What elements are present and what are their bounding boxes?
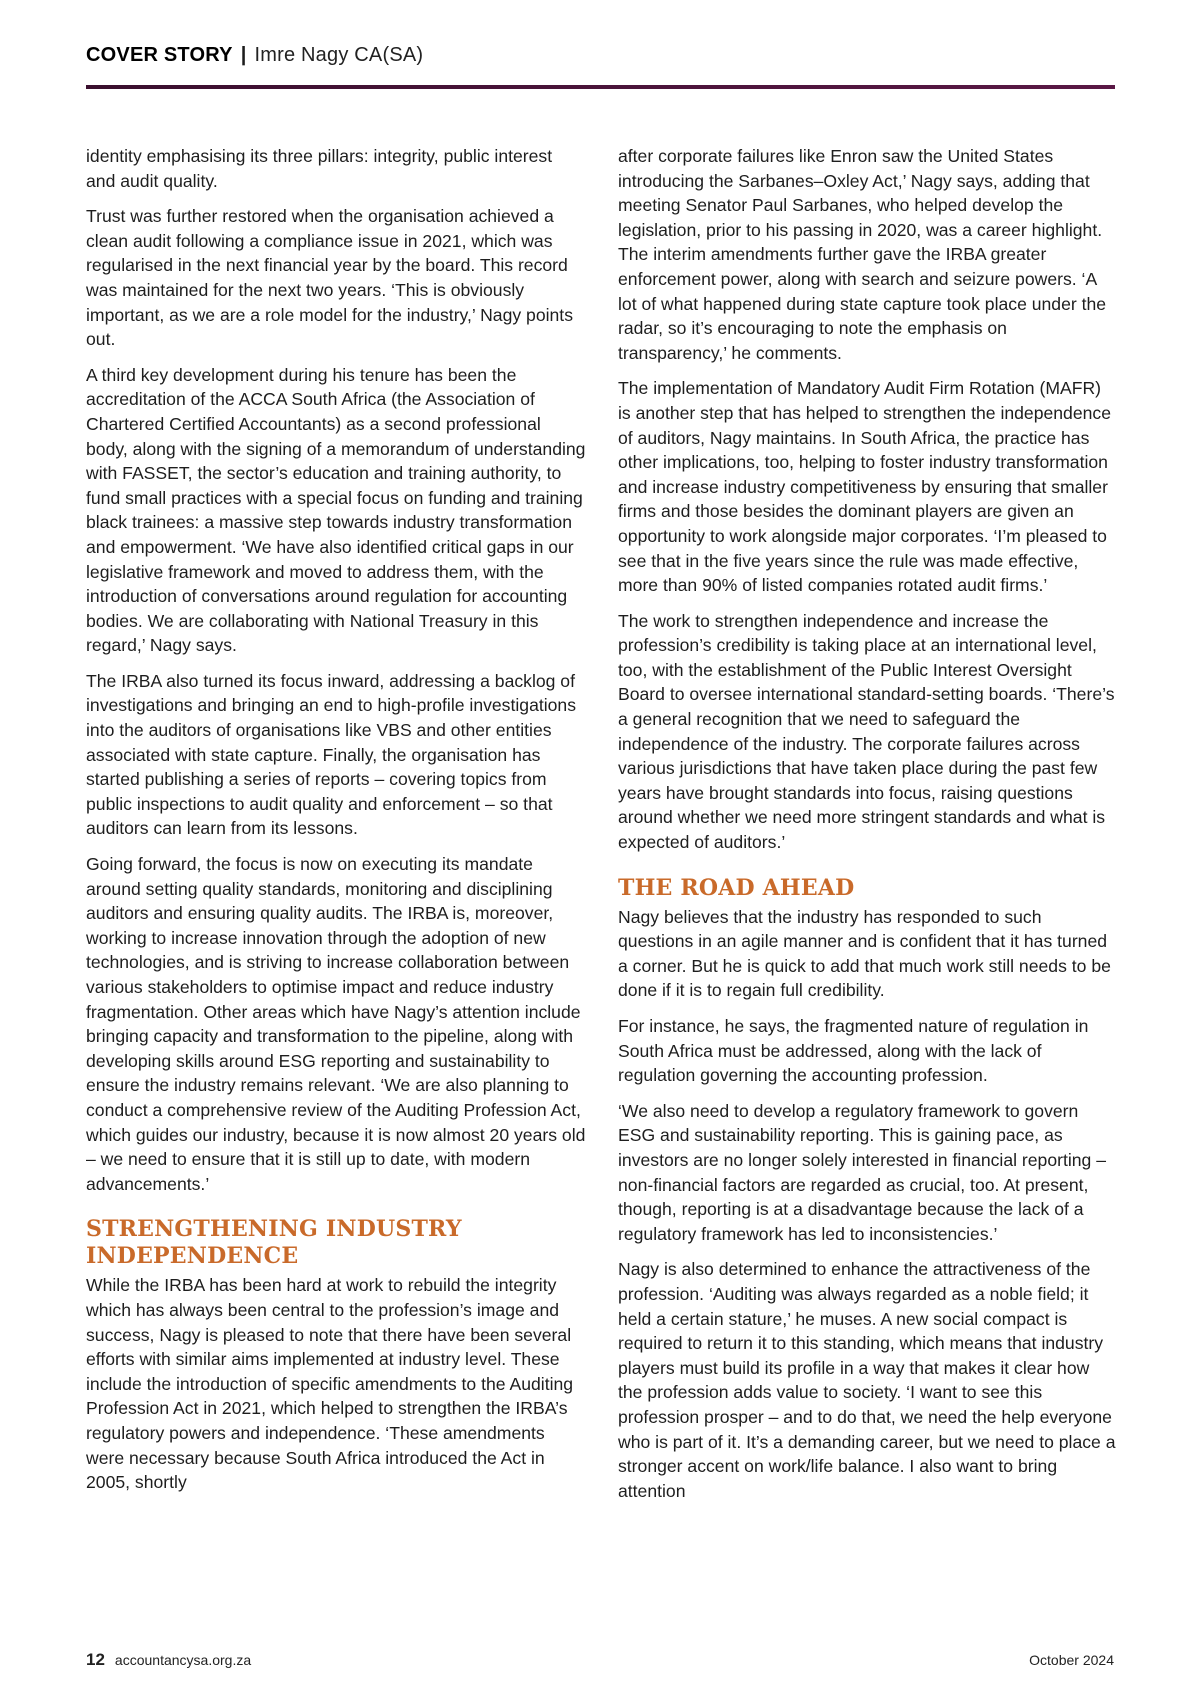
paragraph: While the IRBA has been hard at work to rebuild the integrity which has always been central to the profession’s image and success, Nagy is pleased to note that there have been several efforts with similar aims implemented at industry level. These include the introduction of specific amendments to the Auditing Profession Act in 2021, which helped to strengthen the IRBA’s regulatory powers and independence. ‘These amendments were necessary because South Africa introduced the Act in 2005, shortly: [86, 1275, 574, 1493]
left-column: [86, 144, 586, 1506]
running-header: [86, 44, 423, 67]
paragraph: Trust was further restored when the organisation achieved a clean audit following a compliance issue in 2021, which was regularised in the next financial year by the board. This record was maintained for the next two years. ‘This is obviously important, as we are a role model for the industry,’ Nagy points out.: [86, 206, 573, 350]
paragraph: A third key development during his tenure has been the accreditation of the ACCA South Africa (the Association of Chartered Certified Accountants) as a second professional body, along with the signing of a memorandum of understanding with FASSET, the sector’s education and training authority, to fund small practices with a special focus on funding and training black trainees: a massive step towards industry transformation and empowerment. ‘We have also identified critical gaps in our legislative framework and moved to address them, with the introduction of conversations around regulation for accounting bodies. We are collaborating with National Treasury in this regard,’ Nagy says.: [86, 364, 586, 656]
section-heading: THE ROAD AHEAD: [618, 874, 855, 901]
right-column: [618, 144, 1118, 1514]
footer-website: accountancysa.org.za: [114, 1652, 252, 1668]
paragraph: The implementation of Mandatory Audit Firm Rotation (MAFR) is another step that has helped to strengthen the independence of auditors, Nagy maintains. In South Africa, the practice has other implications, too, helping to foster industry transformation and increase industry competitiveness by ensuring that smaller firms and those besides the dominant players are given an opportunity to work alongside major corporates. ‘I’m pleased to see that in the five years since the rule was made effective, more than 90% of listed companies rotated audit firms.’: [618, 378, 1111, 596]
paragraph: For instance, he says, the fragmented nature of regulation in South Africa must be addressed, along with the lack of regulation governing the accounting profession.: [618, 1016, 1089, 1086]
footer-left: [86, 1650, 251, 1670]
paragraph: ‘We also need to develop a regulatory framework to govern ESG and sustainability reporting. This is gaining pace, as investors are no longer solely interested in financial reporting – non-financial factors are regarded as crucial, too. At present, though, reporting is at a disadvantage because the lack of a regulatory framework has led to inconsistencies.’: [618, 1100, 1107, 1244]
section-heading: STRENGTHENING INDUSTRY INDEPENDENCE: [86, 1216, 462, 1270]
page-number: 12: [86, 1650, 105, 1669]
paragraph: Nagy is also determined to enhance the attractiveness of the profession. ‘Auditing was always regarded as a noble field; it held a certain stature,’ he muses. A new social compact is required to return it to this standing, which means that industry players must build its profile in a way that makes it clear how the profession adds value to society. ‘I want to see this profession prosper – and to do that, we need the help everyone who is part of it. It’s a demanding career, but we need to place a stronger accent on work/life balance. I also want to bring attention: [618, 1259, 1116, 1501]
paragraph: The work to strengthen independence and increase the profession’s credibility is taking place at an international level, too, with the establishment of the Public Interest Oversight Board to oversee international standard-setting boards. ‘There’s a general recognition that we need to safeguard the independence of the industry. The corporate failures across various jurisdictions that have taken place during the past few years have brought standards into focus, raising questions around whether we need more stringent standards and what is expected of auditors.’: [618, 610, 1115, 853]
paragraph: identity emphasising its three pillars: integrity, public interest and audit quality.: [86, 146, 553, 191]
paragraph: The IRBA also turned its focus inward, addressing a backlog of investigations and bringing an end to high-profile investigations into the auditors of organisations like VBS and other entities associated with state capture. Finally, the organisation has started publishing a series of reports – covering topics from public inspections to audit quality and enforcement – so that auditors can learn from its lessons.: [86, 670, 577, 839]
paragraph: Nagy believes that the industry has responded to such questions in an agile manner and is confident that it has turned a corner. But he is quick to add that much work still needs to be done if it is to regain full credibility.: [618, 906, 1111, 1001]
header-rule: [86, 85, 1115, 89]
header-separator: |: [240, 44, 247, 66]
paragraph: after corporate failures like Enron saw the United States introducing the Sarbanes–Oxley Act,’ Nagy says, adding that meeting Senator Paul Sarbanes, who helped develop the legislation, prior to his passing in 2020, was a career highlight. The interim amendments further gave the IRBA greater enforcement power, along with search and seizure powers. ‘A lot of what happened during state capture took place under the radar, so it’s encouraging to note the emphasis on transparency,’ he comments.: [618, 146, 1107, 363]
paragraph: Going forward, the focus is now on executing its mandate around setting quality standards, monitoring and disciplining auditors and ensuring quality audits. The IRBA is, moreover, working to increase innovation through the adoption of new technologies, and is striving to increase collaboration between various stakeholders to optimise impact and reduce industry fragmentation. Other areas which have Nagy’s attention include bringing capacity and transformation to the pipeline, along with developing skills around ESG reporting and sustainability to ensure the industry remains relevant. ‘We are also planning to conduct a comprehensive review of the Auditing Profession Act, which guides our industry, because it is now almost 20 years old – we need to ensure that it is still up to date, with modern advancements.’: [86, 854, 586, 1194]
header-author: Imre Nagy CA(SA): [254, 44, 424, 66]
footer-date: October 2024: [1029, 1652, 1114, 1668]
section-label: COVER STORY: [86, 44, 233, 66]
